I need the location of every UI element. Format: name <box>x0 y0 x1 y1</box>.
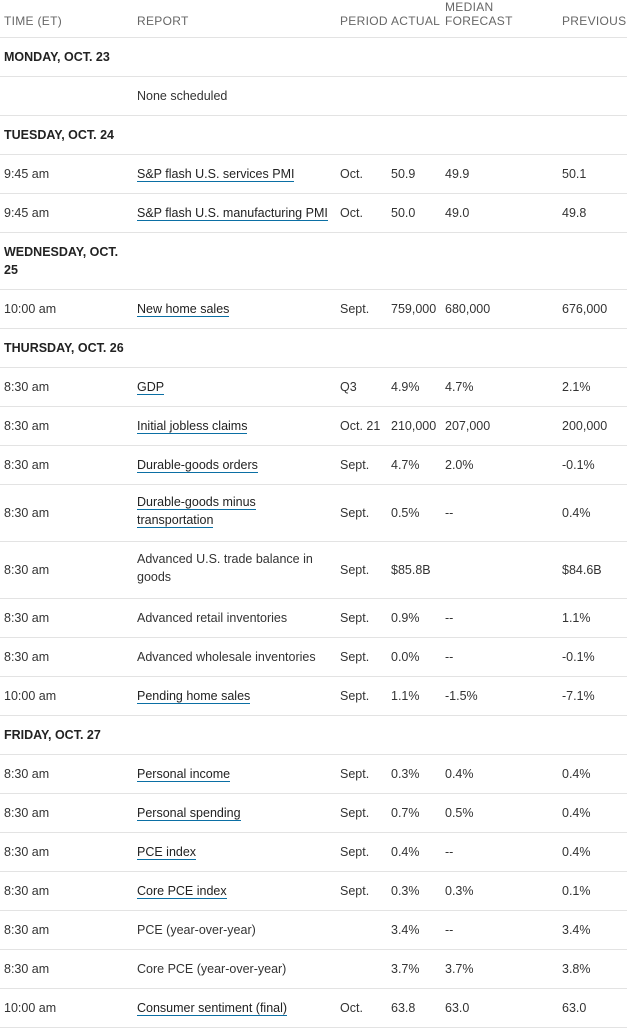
report-cell: Advanced retail inventories <box>137 611 288 625</box>
forecast-cell: 0.4% <box>445 767 474 781</box>
actual-cell: 63.8 <box>391 1001 416 1015</box>
forecast-cell: 680,000 <box>445 302 491 316</box>
time-cell: 8:30 am <box>4 884 50 898</box>
time-cell: 10:00 am <box>4 1001 57 1015</box>
time-cell: 8:30 am <box>4 419 50 433</box>
table-row <box>0 677 627 716</box>
time-cell: 10:00 am <box>4 302 57 316</box>
table-row <box>0 599 627 638</box>
actual-cell: 0.7% <box>391 806 420 820</box>
header-forecast-line2: FORECAST <box>445 14 513 28</box>
period-cell: Oct. <box>340 206 363 220</box>
report-cell <box>137 765 332 783</box>
report-cell <box>137 804 332 822</box>
forecast-cell: -- <box>445 506 454 520</box>
forecast-cell: 49.9 <box>445 167 470 181</box>
time-cell: 8:30 am <box>4 506 50 520</box>
previous-cell: 0.1% <box>562 884 591 898</box>
period-cell: Sept. <box>340 689 370 703</box>
previous-cell: 63.0 <box>562 1001 587 1015</box>
report-link[interactable]: S&P flash U.S. services PMI <box>137 167 295 181</box>
report-link[interactable]: Personal income <box>137 767 231 781</box>
period-cell: Sept. <box>340 611 370 625</box>
actual-cell: $85.8B <box>391 563 431 577</box>
report-cell <box>137 378 332 396</box>
time-cell: 8:30 am <box>4 650 50 664</box>
day-label: TUESDAY, OCT. 24 <box>4 128 114 142</box>
table-row <box>0 542 627 599</box>
table-row <box>0 989 627 1028</box>
previous-cell: 0.4% <box>562 806 591 820</box>
report-cell <box>137 165 332 183</box>
day-header-row <box>0 38 627 77</box>
report-link[interactable]: Consumer sentiment (final) <box>137 1001 288 1015</box>
previous-cell: 0.4% <box>562 767 591 781</box>
actual-cell: 0.9% <box>391 611 420 625</box>
forecast-cell: 2.0% <box>445 458 474 472</box>
table-row <box>0 407 627 446</box>
table-header <box>0 0 627 38</box>
report-cell <box>137 687 332 705</box>
report-cell: None scheduled <box>137 89 228 103</box>
actual-cell: 0.0% <box>391 650 420 664</box>
actual-cell: 4.9% <box>391 380 420 394</box>
forecast-cell: -- <box>445 650 454 664</box>
actual-cell: 50.9 <box>391 167 416 181</box>
period-cell: Q3 <box>340 380 357 394</box>
period-cell: Sept. <box>340 458 370 472</box>
actual-cell: 4.7% <box>391 458 420 472</box>
actual-cell: 0.3% <box>391 884 420 898</box>
table-row <box>0 755 627 794</box>
table-row <box>0 77 627 116</box>
previous-cell: $84.6B <box>562 563 602 577</box>
actual-cell: 1.1% <box>391 689 420 703</box>
table-row <box>0 950 627 989</box>
report-cell: Advanced wholesale inventories <box>137 650 316 664</box>
time-cell: 8:30 am <box>4 767 50 781</box>
day-label: MONDAY, OCT. 23 <box>4 50 110 64</box>
actual-cell: 3.7% <box>391 962 420 976</box>
previous-cell: 1.1% <box>562 611 591 625</box>
previous-cell: 3.4% <box>562 923 591 937</box>
previous-cell: 0.4% <box>562 506 591 520</box>
actual-cell: 0.5% <box>391 506 420 520</box>
day-label: WEDNESDAY, OCT. 25 <box>4 245 119 277</box>
previous-cell: -7.1% <box>562 689 595 703</box>
period-cell: Oct. 21 <box>340 419 381 433</box>
period-cell: Sept. <box>340 302 370 316</box>
table-row <box>0 194 627 233</box>
report-cell <box>137 843 332 861</box>
time-cell: 9:45 am <box>4 167 50 181</box>
header-report: REPORT <box>137 14 189 28</box>
day-header-row <box>0 716 627 755</box>
time-cell: 10:00 am <box>4 689 57 703</box>
previous-cell: 3.8% <box>562 962 591 976</box>
report-cell <box>137 999 332 1017</box>
time-cell: 9:45 am <box>4 206 50 220</box>
report-link[interactable]: Durable-goods minus transportation <box>137 495 256 527</box>
actual-cell: 210,000 <box>391 419 437 433</box>
day-header-row <box>0 329 627 368</box>
report-link[interactable]: PCE index <box>137 845 197 859</box>
table-row <box>0 872 627 911</box>
report-link[interactable]: Durable-goods orders <box>137 458 258 472</box>
table-row <box>0 290 627 329</box>
previous-cell: 676,000 <box>562 302 608 316</box>
period-cell: Sept. <box>340 563 370 577</box>
actual-cell: 3.4% <box>391 923 420 937</box>
table-row <box>0 794 627 833</box>
previous-cell: -0.1% <box>562 458 595 472</box>
actual-cell: 0.4% <box>391 845 420 859</box>
forecast-cell: -1.5% <box>445 689 478 703</box>
period-cell: Sept. <box>340 806 370 820</box>
period-cell: Sept. <box>340 845 370 859</box>
report-link[interactable]: Pending home sales <box>137 689 251 703</box>
header-previous: PREVIOUS <box>562 14 627 28</box>
time-cell: 8:30 am <box>4 458 50 472</box>
time-cell: 8:30 am <box>4 962 50 976</box>
table-row <box>0 368 627 407</box>
forecast-cell: 207,000 <box>445 419 491 433</box>
report-cell: Core PCE (year-over-year) <box>137 962 287 976</box>
previous-cell: -0.1% <box>562 650 595 664</box>
header-time: TIME (ET) <box>4 14 63 28</box>
previous-cell: 200,000 <box>562 419 608 433</box>
actual-cell: 50.0 <box>391 206 416 220</box>
period-cell: Sept. <box>340 650 370 664</box>
previous-cell: 0.4% <box>562 845 591 859</box>
forecast-cell: -- <box>445 845 454 859</box>
report-cell <box>137 882 332 900</box>
report-cell <box>137 493 332 529</box>
actual-cell: 759,000 <box>391 302 437 316</box>
forecast-cell: -- <box>445 923 454 937</box>
day-label: THURSDAY, OCT. 26 <box>4 341 124 355</box>
table-row <box>0 155 627 194</box>
period-cell: Oct. <box>340 1001 363 1015</box>
report-cell: PCE (year-over-year) <box>137 923 256 937</box>
table-row <box>0 638 627 677</box>
report-cell <box>137 456 332 474</box>
period-cell: Sept. <box>340 884 370 898</box>
report-link[interactable]: GDP <box>137 380 165 394</box>
previous-cell: 2.1% <box>562 380 591 394</box>
time-cell: 8:30 am <box>4 845 50 859</box>
table-row <box>0 485 627 542</box>
previous-cell: 49.8 <box>562 206 587 220</box>
report-link[interactable]: Core PCE index <box>137 884 227 898</box>
report-link[interactable]: Initial jobless claims <box>137 419 248 433</box>
table-row <box>0 911 627 950</box>
report-link[interactable]: Personal spending <box>137 806 241 820</box>
time-cell: 8:30 am <box>4 611 50 625</box>
report-cell <box>137 417 332 435</box>
forecast-cell: 49.0 <box>445 206 470 220</box>
forecast-cell: 0.3% <box>445 884 474 898</box>
forecast-cell: 4.7% <box>445 380 474 394</box>
period-cell: Sept. <box>340 506 370 520</box>
period-cell: Oct. <box>340 167 363 181</box>
report-link[interactable]: New home sales <box>137 302 230 316</box>
table-body <box>0 38 627 1028</box>
report-cell: Advanced U.S. trade balance in goods <box>137 552 313 584</box>
header-period: PERIOD <box>340 14 388 28</box>
forecast-cell: 0.5% <box>445 806 474 820</box>
table-row <box>0 446 627 485</box>
report-cell <box>137 204 332 222</box>
table-row <box>0 833 627 872</box>
forecast-cell: 63.0 <box>445 1001 470 1015</box>
time-cell: 8:30 am <box>4 380 50 394</box>
forecast-cell: 3.7% <box>445 962 474 976</box>
day-label: FRIDAY, OCT. 27 <box>4 728 101 742</box>
day-header-row <box>0 233 627 290</box>
actual-cell: 0.3% <box>391 767 420 781</box>
period-cell: Sept. <box>340 767 370 781</box>
report-cell <box>137 300 332 318</box>
day-header-row <box>0 116 627 155</box>
time-cell: 8:30 am <box>4 923 50 937</box>
report-link[interactable]: S&P flash U.S. manufacturing PMI <box>137 206 328 220</box>
previous-cell: 50.1 <box>562 167 587 181</box>
forecast-cell: -- <box>445 611 454 625</box>
header-actual: ACTUAL <box>391 14 441 28</box>
time-cell: 8:30 am <box>4 806 50 820</box>
header-forecast-line1: MEDIAN <box>445 0 494 14</box>
time-cell: 8:30 am <box>4 563 50 577</box>
